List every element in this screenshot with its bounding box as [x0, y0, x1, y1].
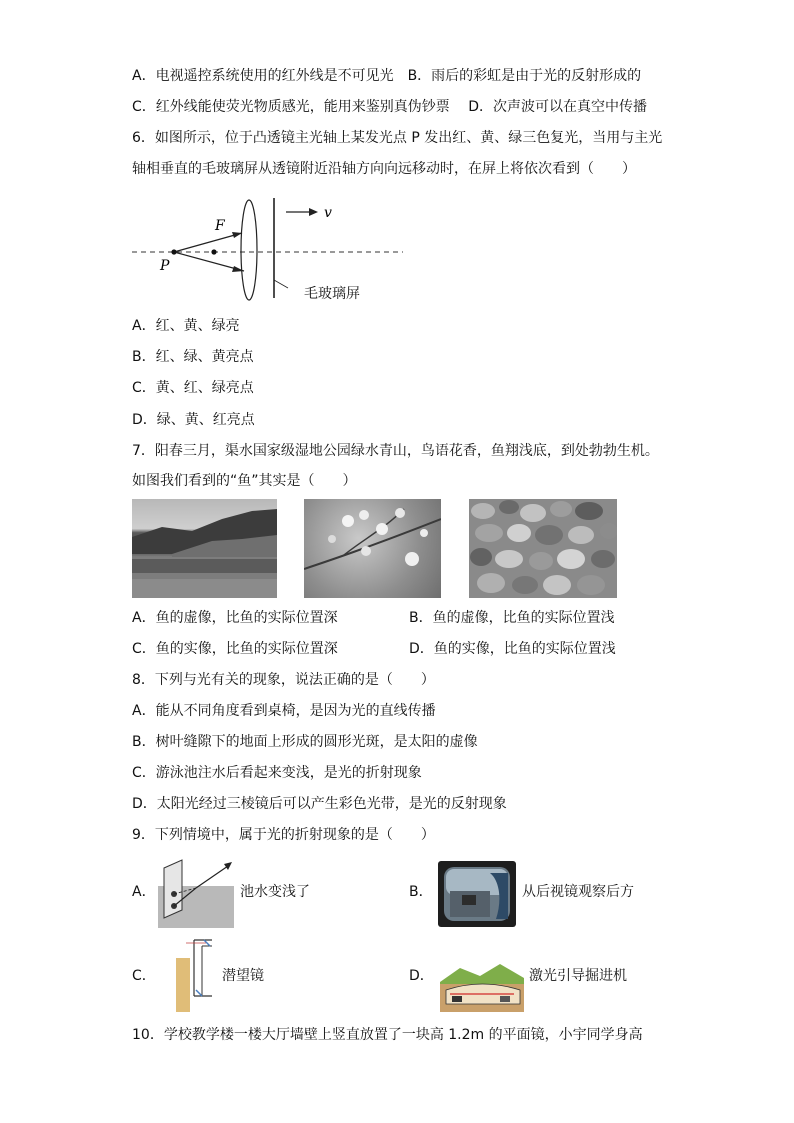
q9-option-c-text: 潜望镜: [222, 968, 264, 984]
q9-periscope-figure: [172, 938, 222, 1014]
ray-upper: [174, 233, 242, 252]
q7-stem-line-1: 7．阳春三月，渠水国家级湿地公园绿水青山，鸟语花香，鱼翔浅底，到处勃勃生机。: [132, 443, 659, 459]
q9-option-a-text: 池水变浅了: [240, 884, 310, 900]
blossom-photo: [304, 499, 441, 598]
q9-tunnel-figure: [440, 960, 524, 1012]
q8-stem: 8．下列与光有关的现象，说法正确的是（ ）: [132, 672, 435, 688]
q9-stem: 9．下列情境中，属于光的折射现象的是（ ）: [132, 827, 435, 843]
q7-option-a: A．鱼的虚像，比鱼的实际位置深: [132, 610, 338, 626]
prev-option-line-2: C．红外线能使荧光物质感光，能用来鉴别真伪钞票 D．次声波可以在真空中传播: [132, 99, 648, 115]
q7-stem-line-2: 如图我们看到的“鱼”其实是（ ）: [132, 473, 357, 489]
q9-option-c-letter: C．: [132, 968, 156, 984]
velocity-arrowhead: [309, 208, 318, 216]
q9-option-b-letter: B．: [409, 884, 433, 900]
q9-option-a-letter: A．: [132, 884, 156, 900]
convex-lens: [241, 200, 257, 300]
label-v: v: [324, 205, 332, 221]
q6-stem-line-1: 6．如图所示，位于凸透镜主光轴上某发光点 P 发出红、黄、绿三色复光，当用与主光: [132, 130, 663, 146]
q9-pool-figure: [156, 858, 236, 930]
q6-stem-line-2: 轴相垂直的毛玻璃屏从透镜附近沿轴方向向远移动时，在屏上将依次看到（ ）: [132, 161, 636, 177]
q10-stem: 10．学校教学楼一楼大厅墙壁上竖直放置了一块高 1.2m 的平面镜，小宇同学身高: [132, 1027, 643, 1043]
q6-lens-diagram: [128, 192, 418, 304]
prev-option-line-1: A．电视遥控系统使用的红外线是不可见光 B．雨后的彩虹是由于光的反射形成的: [132, 68, 642, 84]
label-F: F: [215, 218, 225, 234]
q9-option-d-letter: D．: [409, 968, 434, 984]
lake-photo: [132, 499, 277, 598]
q6-option-d: D．绿、黄、红亮点: [132, 412, 255, 428]
label-P: P: [160, 258, 170, 274]
q9-option-d-text: 激光引导掘进机: [529, 968, 627, 984]
pebbles-photo: [469, 499, 617, 598]
q8-option-b: B．树叶缝隙下的地面上形成的圆形光斑，是太阳的虚像: [132, 734, 478, 750]
q7-option-d: D．鱼的实像，比鱼的实际位置浅: [409, 641, 616, 657]
ray-lower-arrow: [232, 266, 244, 272]
q7-option-c: C．鱼的实像，比鱼的实际位置深: [132, 641, 338, 657]
q6-option-a: A．红、黄、绿亮: [132, 318, 240, 334]
ray-upper-arrow: [232, 232, 242, 238]
q9-option-b-text: 从后视镜观察后方: [522, 884, 634, 900]
point-P: [171, 249, 176, 254]
focus-point: [211, 249, 216, 254]
q8-option-a: A．能从不同角度看到桌椅，是因为光的直线传播: [132, 703, 436, 719]
q6-option-b: B．红、绿、黄亮点: [132, 349, 254, 365]
q8-option-d: D．太阳光经过三棱镜后可以产生彩色光带，是光的反射现象: [132, 796, 507, 812]
q6-option-c: C．黄、红、绿亮点: [132, 380, 254, 396]
screen-leader: [274, 280, 288, 288]
q8-option-c: C．游泳池注水后看起来变浅，是光的折射现象: [132, 765, 422, 781]
q9-mirror-photo: [438, 861, 516, 927]
label-screen: 毛玻璃屏: [304, 286, 360, 302]
q7-option-b: B．鱼的虚像，比鱼的实际位置浅: [409, 610, 615, 626]
